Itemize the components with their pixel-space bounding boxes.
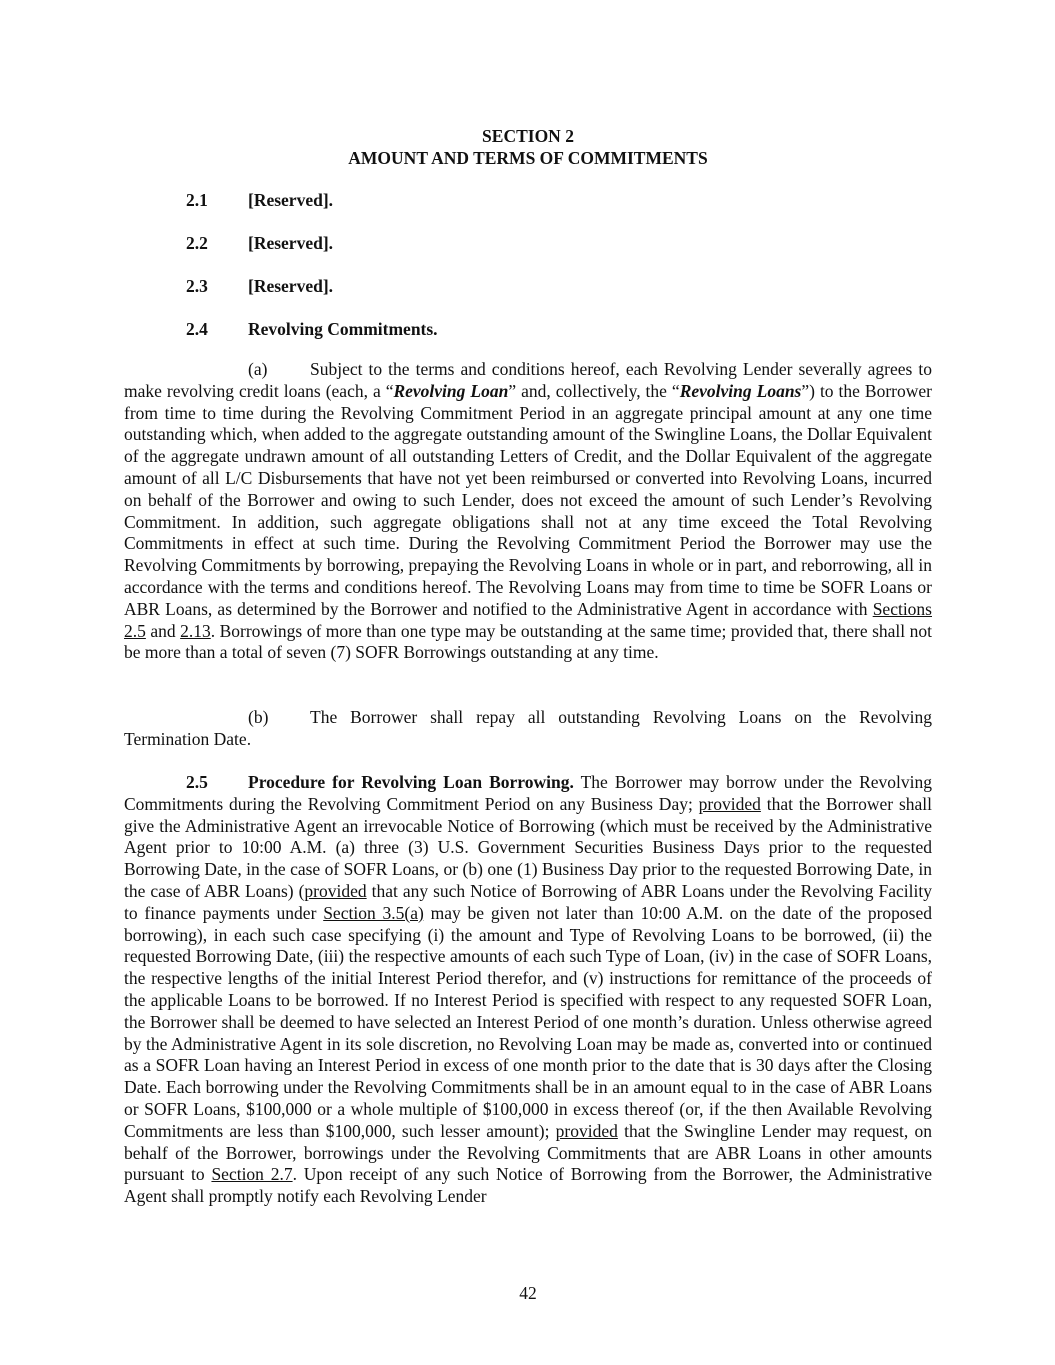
subsection-heading — [186, 232, 333, 254]
subsection-heading — [186, 189, 333, 211]
body-text: Subject to the terms and conditions hereof, each Revolving Lender severally agrees to make revolving credit loans (each, a “ — [124, 359, 932, 401]
body-text: . Borrowings of more than one type may be outstanding at the same time; provided that, there shall not be more than a total of seven (7) SOFR Borrowings outstanding at any time. — [124, 620, 932, 663]
paragraph-a — [124, 359, 932, 664]
cross-reference: Section 2.7 — [211, 1164, 293, 1185]
body-text: and — [145, 620, 181, 641]
subsection-number: 2.5 — [186, 772, 208, 792]
body-text: that the Borrower shall give the Administrative Agent an irrevocable Notice of Borrowing (which must be received by the Administrative Agent prior to 10:00 A.M. (a) three (3) U.S. Government Securities Business Days prior to the requested Borrowing Date, in the case of SOFR Loans, or (b) one (1) Business Day prior to the requested Borrowing Date, in the case of ABR Loans) ( — [124, 793, 932, 901]
paragraph-label: (a) — [248, 359, 268, 379]
subsection-title: Procedure for Revolving Loan Borrowing. — [248, 772, 574, 792]
body-text: The Borrower shall repay all outstanding Revolving Loans on the Revolving Termination Date. — [124, 707, 932, 749]
subsection-number: 2.2 — [186, 233, 208, 253]
paragraph-b — [124, 707, 932, 751]
subsection-number: 2.1 — [186, 190, 208, 210]
paragraph-2-5 — [124, 772, 932, 1208]
document-page — [124, 0, 932, 1365]
paragraph-label: (b) — [248, 707, 269, 727]
provided-term: provided — [698, 793, 761, 814]
subsection-title: Revolving Commitments. — [248, 319, 438, 339]
body-text: ”) to the Borrower from time to time during the Revolving Commitment Period in an aggregate principal amount at any one time outstanding which, when added to the aggregate outstanding amount of the Swingline Loans, the Dollar Equivalent of the aggregate undrawn amount of all outstanding Letters of Credit, and the Dollar Equivalent of the aggregate amount of all L/C Disbursements that have not yet been reimbursed or converted into Revolving Loans, incurred on behalf of the Borrower and owing to such Lender, does not exceed the amount of such Lender’s Revolving Commitment. In addition, such aggregate obligations shall not at any time exceed the Total Revolving Commitments in effect at such time. During the Revolving Commitment Period the Borrower may use the Revolving Commitments by borrowing, prepaying the Revolving Loans in whole or in part, and reborrowing, all in accordance with the terms and conditions hereof. The Revolving Loans may from time to time be SOFR Loans or ABR Loans, as determined by the Borrower and notified to the Administrative Agent in accordance with — [124, 380, 932, 619]
subsection-title: [Reserved]. — [248, 276, 334, 296]
body-text: ” and, collectively, the “ — [508, 380, 680, 401]
body-text: The Borrower may borrow under the Revolving Commitments during the Revolving Commitment Period on any Business Day; — [124, 772, 933, 814]
defined-term: Revolving Loan — [393, 380, 509, 401]
cross-reference: 2.13 — [180, 620, 211, 641]
provided-term: provided — [304, 880, 367, 901]
cross-reference: Sections 2.5 — [124, 598, 932, 641]
subsection-heading — [186, 275, 333, 297]
defined-term: Revolving Loans — [679, 380, 802, 401]
subsection-number: 2.3 — [186, 276, 208, 296]
provided-term: provided — [555, 1120, 618, 1141]
subsection-heading — [186, 318, 438, 340]
subsection-number: 2.4 — [186, 319, 208, 339]
body-text: may be given not later than 10:00 A.M. on the date of the proposed borrowing), in each such case specifying (i) the amount and Type of Revolving Loans to be borrowed, (ii) the requested Borrowing Date, (iii) the respective amounts of each such Type of Loan, (iv) in the case of SOFR Loans, the respective lengths of the initial Interest Period therefor, and (v) instructions for remittance of the proceeds of the applicable Loans to be borrowed. If no Interest Period is specified with respect to any requested SOFR Loan, the Borrower shall be deemed to have selected an Interest Period of one month’s duration. Unless otherwise agreed by the Administrative Agent in its sole discretion, no Revolving Loan may be made as, converted into or continued as a SOFR Loan having an Interest Period in excess of one month prior to the date that is 30 days after the Closing Date. Each borrowing under the Revolving Commitments shall be in an amount equal to in the case of ABR Loans or SOFR Loans, $100,000 or a whole multiple of $100,000 in excess thereof (or, if the then Available Revolving Commitments are less than $100,000, such lesser amount); — [124, 902, 932, 1141]
subsection-title: [Reserved]. — [248, 233, 334, 253]
section-subtitle: AMOUNT AND TERMS OF COMMITMENTS — [348, 148, 708, 168]
page-number: 42 — [519, 1283, 537, 1303]
subsection-title: [Reserved]. — [248, 190, 334, 210]
section-title: SECTION 2 — [482, 126, 574, 146]
body-text: . Upon receipt of any such Notice of Borrowing from the Borrower, the Administrative Agent shall promptly notify each Revolving Lender — [124, 1164, 932, 1207]
body-text: that any such Notice of Borrowing of ABR Loans under the Revolving Facility to finance payments under — [124, 880, 932, 923]
body-text: that the Swingline Lender may request, on behalf of the Borrower, borrowings under the Revolving Commitments that are ABR Loans in other amounts pursuant to — [124, 1120, 932, 1185]
cross-reference: Section 3.5(a) — [323, 902, 424, 923]
